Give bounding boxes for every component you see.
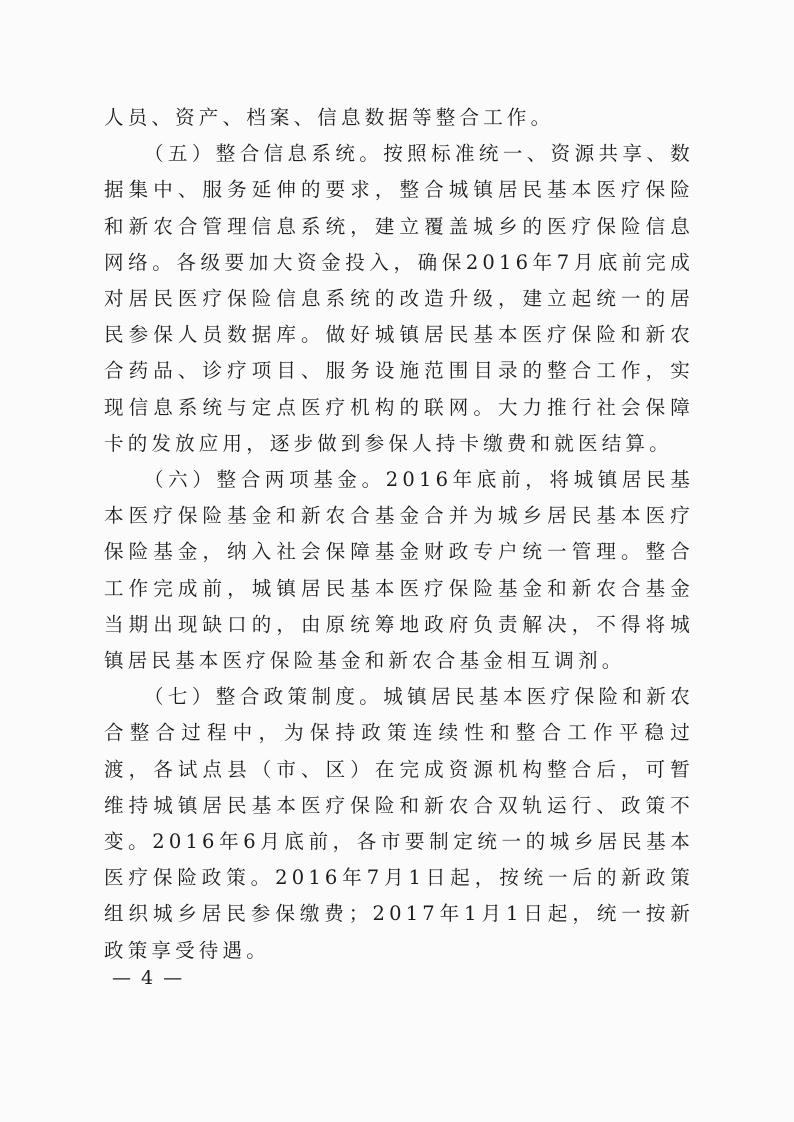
- paragraph-section-5: （五）整合信息系统。按照标准统一、资源共享、数据集中、服务延伸的要求，整合城镇居民基本医疗保险和新农合管理信息系统，建立覆盖城乡的医疗保险信息网络。各级要加大资金投入，确保2016年7月底前完成对居民医疗保险信息系统的改造升级，建立起统一的居民参保人员数据库。做好城镇居民基本医疗保险和新农合药品、诊疗项目、服务设施范围目录的整合工作，实现信息系统与定点医疗机构的联网。大力推行社会保障卡的发放应用，逐步做到参保人持卡缴费和就医结算。: [104, 142, 694, 455]
- paragraph-section-7: （七）整合政策制度。城镇居民基本医疗保险和新农合整合过程中，为保持政策连续性和整合工作平稳过渡，各试点县（市、区）在完成资源机构整合后，可暂维持城镇居民基本医疗保险和新农合双轨运行、政策不变。2016年6月底前，各市要制定统一的城乡居民基本医疗保险政策。2016年7月1日起，按统一后的新政策组织城乡居民参保缴费；2017年1月1日起，统一按新政策享受待遇。: [104, 685, 694, 962]
- document-body: [104, 100, 694, 969]
- paragraph-section-6: （六）整合两项基金。2016年底前，将城镇居民基本医疗保险基金和新农合基金合并为城乡居民基本医疗保险基金，纳入社会保障基金财政专户统一管理。整合工作完成前，城镇居民基本医疗保险基金和新农合基金当期出现缺口的，由原统筹地政府负责解决，不得将城镇居民基本医疗保险基金和新农合基金相互调剂。: [104, 468, 694, 673]
- paragraph-continuation: 人员、资产、档案、信息数据等整合工作。: [104, 106, 555, 129]
- page-number: — 4 —: [112, 967, 185, 989]
